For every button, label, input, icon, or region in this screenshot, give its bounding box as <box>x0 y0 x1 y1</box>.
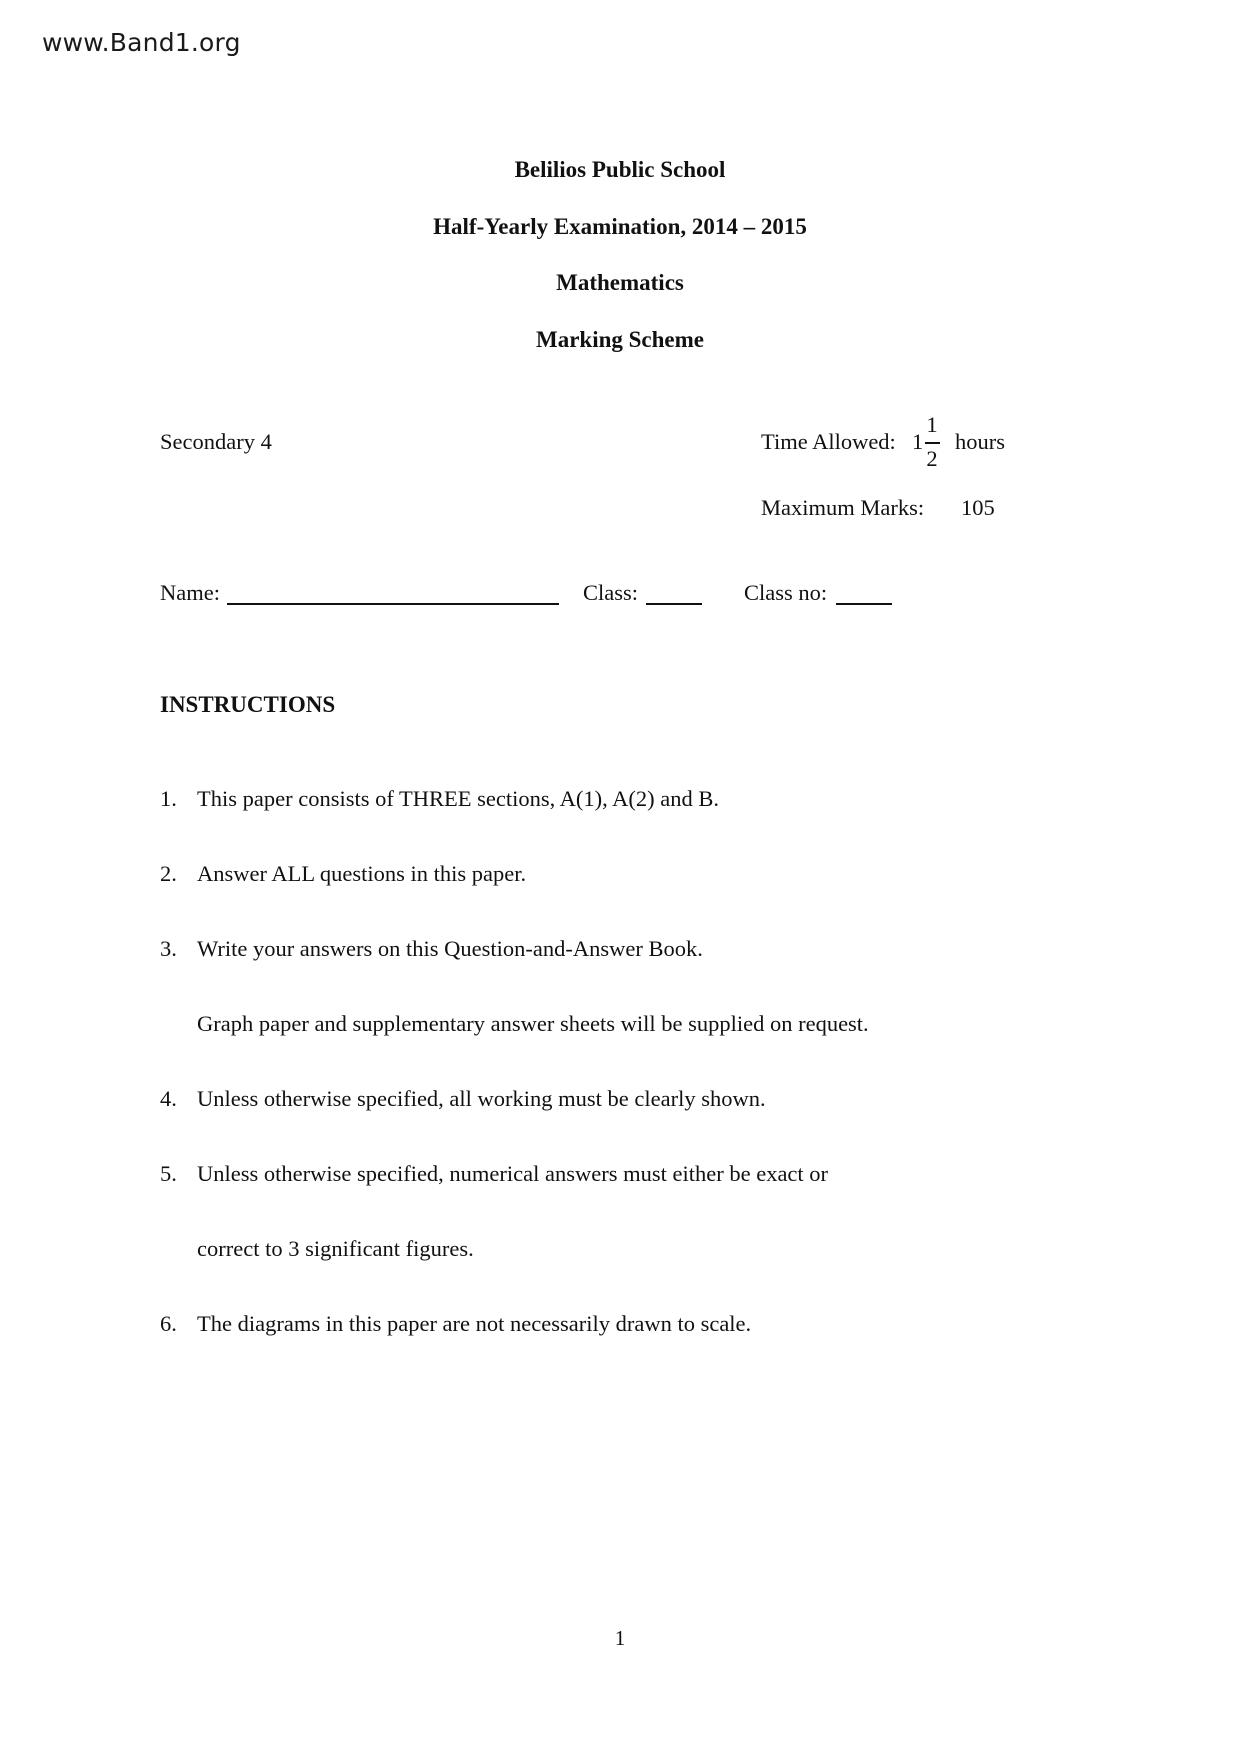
instruction-number: 5. <box>160 1161 177 1186</box>
instruction-text: Unless otherwise specified, all working must be clearly shown. <box>197 1086 766 1111</box>
level-label: Secondary 4 <box>160 429 272 454</box>
instruction-number: 1. <box>160 786 177 811</box>
time-denominator: 2 <box>926 446 938 471</box>
subject-title: Mathematics <box>556 270 684 295</box>
instruction-text: The diagrams in this paper are not necessarily drawn to scale. <box>197 1311 752 1336</box>
instruction-number: 4. <box>160 1086 177 1111</box>
instruction-number: 3. <box>160 936 177 961</box>
watermark-url: www.Band1.org <box>42 28 241 57</box>
fraction-bar <box>925 442 940 444</box>
class-no-label: Class no: <box>744 580 828 605</box>
maximum-marks-label: Maximum Marks: <box>761 495 925 520</box>
instruction-text: Unless otherwise specified, numerical answers must either be exact or <box>197 1161 829 1186</box>
instruction-number: 6. <box>160 1311 177 1336</box>
instruction-text: This paper consists of THREE sections, A(1), A(2) and B. <box>197 786 720 811</box>
class-no-field-line[interactable] <box>836 603 892 605</box>
school-name: Belilios Public School <box>514 157 726 182</box>
instruction-number: 2. <box>160 861 177 886</box>
time-unit: hours <box>955 429 1005 454</box>
page-number: 1 <box>614 1626 626 1650</box>
instruction-text: Write your answers on this Question-and-Answer Book. <box>197 936 703 961</box>
name-label: Name: <box>160 580 220 605</box>
time-numerator: 1 <box>926 412 938 437</box>
instruction-text-continued: correct to 3 significant figures. <box>197 1236 474 1261</box>
class-field-line[interactable] <box>646 603 702 605</box>
instructions-heading: INSTRUCTIONS <box>160 692 336 717</box>
name-field-line[interactable] <box>227 603 559 605</box>
maximum-marks-value: 105 <box>961 495 995 520</box>
exam-title: Half-Yearly Examination, 2014 – 2015 <box>433 214 807 239</box>
instruction-text-continued: Graph paper and supplementary answer sheets will be supplied on request. <box>197 1011 869 1036</box>
class-label: Class: <box>583 580 639 605</box>
time-allowed-label: Time Allowed: <box>761 429 896 454</box>
document-type: Marking Scheme <box>535 327 704 352</box>
instruction-text: Answer ALL questions in this paper. <box>197 861 527 886</box>
time-whole: 1 <box>912 429 924 454</box>
